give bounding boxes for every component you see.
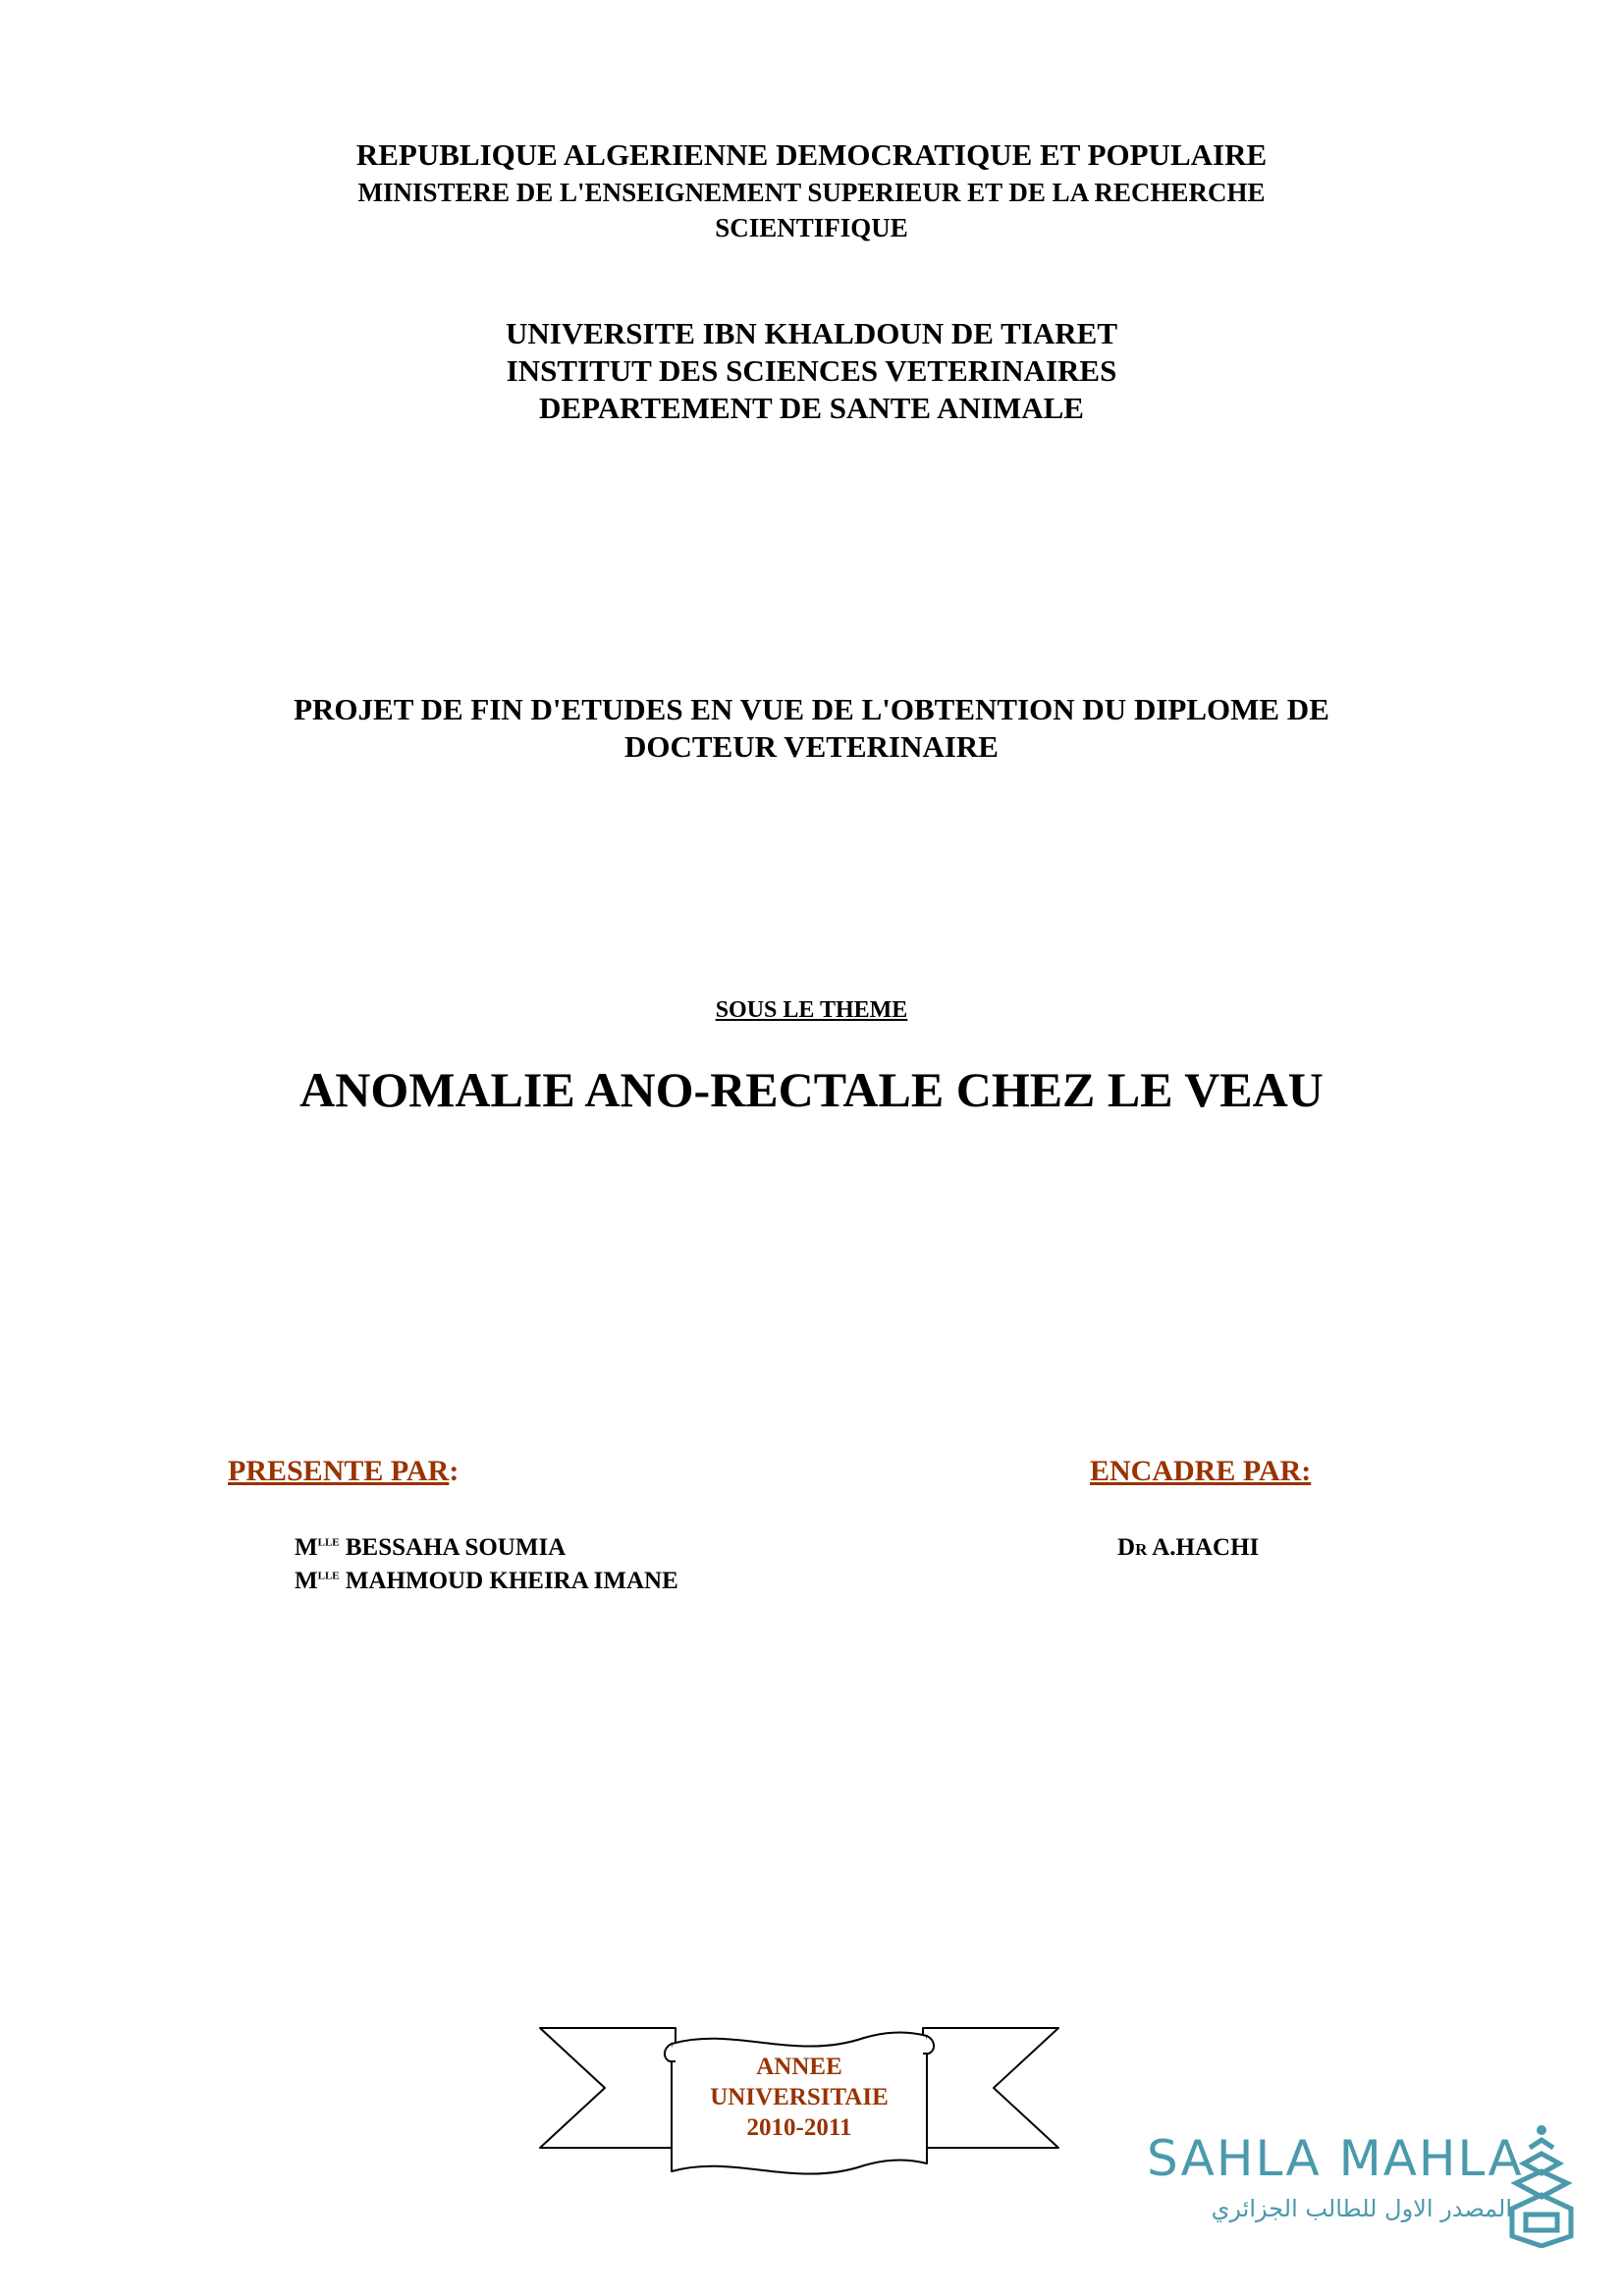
- institute-name: INSTITUT DES SCIENCES VETERINAIRES: [506, 353, 1117, 388]
- republic-heading: [0, 137, 1623, 173]
- academic-year-text: [666, 2052, 933, 2143]
- ministry-line-1: MINISTERE DE L'ENSEIGNEMENT SUPERIEUR ET DE LA RECHERCHE: [357, 178, 1266, 207]
- supervisor-name: A.HACHI: [1152, 1534, 1260, 1561]
- ministry-heading: [0, 175, 1623, 245]
- republic-line: REPUBLIQUE ALGERIENNE DEMOCRATIQUE ET POPULAIRE: [355, 137, 1268, 172]
- title-prefix: M: [295, 1534, 318, 1561]
- supervised-by-heading: ENCADRE PAR:: [1090, 1455, 1312, 1487]
- academic-year-ribbon: [538, 2024, 1060, 2181]
- theme-title: ANOMALIE ANO-RECTALE CHEZ LE VEAU: [299, 1062, 1324, 1117]
- presented-by-label: PRESENTE PAR: [228, 1455, 450, 1487]
- project-line-2: DOCTEUR VETERINAIRE: [624, 729, 999, 764]
- department-name: DEPARTEMENT DE SANTE ANIMALE: [539, 391, 1084, 425]
- title-superscript: LLE: [317, 1570, 340, 1582]
- theme-label: SOUS LE THEME: [715, 997, 908, 1023]
- presented-by-heading: [228, 1455, 459, 1488]
- title-prefix: M: [295, 1568, 318, 1594]
- year-line-2: UNIVERSITAIE: [710, 2084, 889, 2110]
- student-item: [295, 1565, 678, 1598]
- university-name: UNIVERSITE IBN KHALDOUN DE TIARET: [505, 316, 1117, 350]
- watermark-tagline: المصدر الاول للطالب الجزائري: [1211, 2195, 1512, 2222]
- project-line-1: PROJET DE FIN D'ETUDES EN VUE DE L'OBTENTION DU DIPLOME DE: [294, 692, 1329, 726]
- watermark-logo-icon: [1502, 2120, 1581, 2248]
- year-line-1: ANNEE: [756, 2054, 842, 2080]
- title-superscript: LLE: [317, 1536, 340, 1549]
- student-list: [295, 1531, 678, 1598]
- supervisor: [1117, 1531, 1259, 1567]
- sahla-mahla-watermark: [1139, 2130, 1600, 2268]
- watermark-name: SAHLA MAHLA: [1147, 2130, 1524, 2187]
- student-name: BESSAHA SOUMIA: [345, 1534, 567, 1561]
- doctor-prefix-d: D: [1117, 1534, 1136, 1561]
- doctor-prefix-r: R: [1135, 1540, 1148, 1559]
- project-description: [0, 691, 1623, 766]
- student-name: MAHMOUD KHEIRA IMANE: [345, 1568, 678, 1594]
- student-item: [295, 1531, 678, 1565]
- institution-block: [0, 315, 1623, 427]
- year-line-3: 2010-2011: [746, 2114, 852, 2141]
- ministry-line-2: SCIENTIFIQUE: [715, 213, 908, 242]
- presented-by-colon: :: [449, 1455, 460, 1487]
